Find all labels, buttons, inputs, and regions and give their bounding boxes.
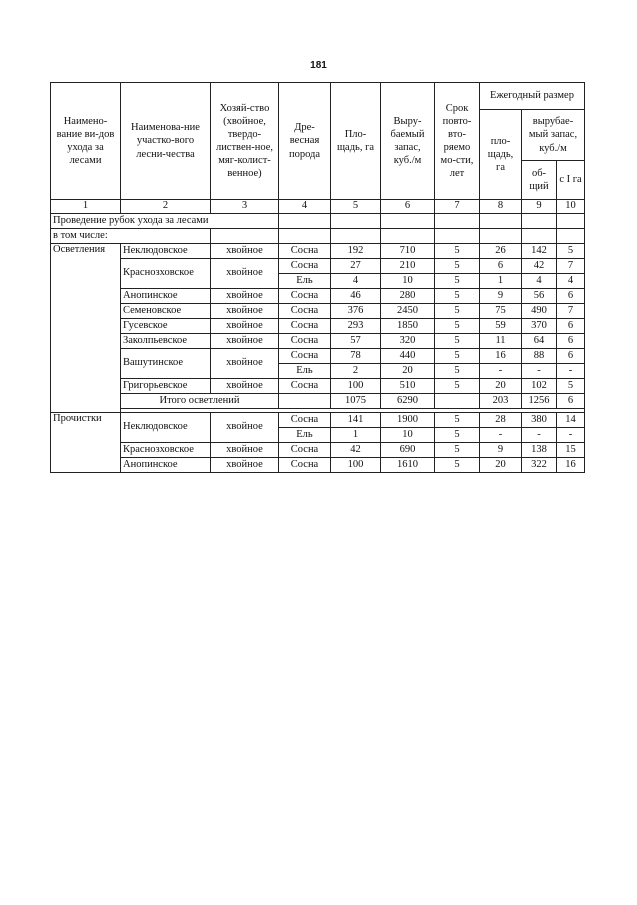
- col-num: 2: [121, 200, 211, 214]
- volume-cell: 690: [381, 443, 435, 458]
- farm-cell: хвойное: [211, 289, 279, 304]
- period-cell: 5: [435, 413, 480, 428]
- farm-cell: хвойное: [211, 319, 279, 334]
- annual-area-cell: 1: [480, 274, 522, 289]
- forestry-cell: Неклюдовское: [121, 244, 211, 259]
- empty-cell: [279, 229, 331, 244]
- volume-cell: 440: [381, 349, 435, 364]
- farm-cell: хвойное: [211, 443, 279, 458]
- volume-cell: 280: [381, 289, 435, 304]
- annual-total-cell: 490: [522, 304, 557, 319]
- empty-cell: [522, 229, 557, 244]
- col-num: 1: [51, 200, 121, 214]
- species-cell: Сосна: [279, 289, 331, 304]
- area-cell: 192: [331, 244, 381, 259]
- col-num: 5: [331, 200, 381, 214]
- annual-total-cell: 370: [522, 319, 557, 334]
- annual-class-cell: 6: [557, 319, 585, 334]
- volume-cell: 1610: [381, 458, 435, 473]
- header-farm: Хозяй-ство (хвойное, твердо-листвен-ное, мяг-колист-венное): [211, 83, 279, 200]
- period-cell: 5: [435, 349, 480, 364]
- period-cell: 5: [435, 458, 480, 473]
- forestry-cell: Анопинское: [121, 458, 211, 473]
- annual-area-cell: 11: [480, 334, 522, 349]
- header-row-1: [51, 83, 585, 110]
- annual-total-cell: 64: [522, 334, 557, 349]
- period-cell: 5: [435, 364, 480, 379]
- volume-cell: 10: [381, 274, 435, 289]
- col-num: 3: [211, 200, 279, 214]
- volume-cell: 1850: [381, 319, 435, 334]
- table-row: [51, 319, 585, 334]
- farm-cell: хвойное: [211, 304, 279, 319]
- section-title-row: [51, 214, 585, 229]
- period-cell: 5: [435, 319, 480, 334]
- species-cell: Сосна: [279, 334, 331, 349]
- forestry-cell: Вашутинское: [121, 349, 211, 379]
- species-cell: Сосна: [279, 349, 331, 364]
- area-cell: 100: [331, 458, 381, 473]
- care-type-cell: Осветления: [51, 244, 121, 413]
- col-num: 7: [435, 200, 480, 214]
- area-cell: 57: [331, 334, 381, 349]
- period-cell: 5: [435, 304, 480, 319]
- area-cell: 376: [331, 304, 381, 319]
- volume-cell: 320: [381, 334, 435, 349]
- species-cell: Ель: [279, 428, 331, 443]
- annual-class-cell: 5: [557, 244, 585, 259]
- col-num: 8: [480, 200, 522, 214]
- forestry-cell: Краснозховское: [121, 259, 211, 289]
- forestry-cell: Гусевское: [121, 319, 211, 334]
- annual-area-cell: -: [480, 428, 522, 443]
- volume-cell: 710: [381, 244, 435, 259]
- area-cell: 4: [331, 274, 381, 289]
- annual-area-cell: 59: [480, 319, 522, 334]
- species-cell: Сосна: [279, 304, 331, 319]
- period-cell: 5: [435, 379, 480, 394]
- table-row: [51, 304, 585, 319]
- annual-total-cell: 56: [522, 289, 557, 304]
- empty-cell: [557, 229, 585, 244]
- forest-care-table: [50, 82, 585, 473]
- table-row: [51, 349, 585, 364]
- annual-area-cell: -: [480, 364, 522, 379]
- empty-cell: [331, 214, 381, 229]
- table-row: [51, 259, 585, 274]
- farm-cell: хвойное: [211, 349, 279, 379]
- col-num: 6: [381, 200, 435, 214]
- species-cell: Сосна: [279, 413, 331, 428]
- area-cell: 78: [331, 349, 381, 364]
- species-cell: Сосна: [279, 319, 331, 334]
- annual-area-cell: 20: [480, 458, 522, 473]
- header-annual-class1: с I га: [557, 161, 585, 200]
- empty-cell: [279, 214, 331, 229]
- period-cell: 5: [435, 443, 480, 458]
- annual-total-cell: 102: [522, 379, 557, 394]
- area-cell: 27: [331, 259, 381, 274]
- period-cell: 5: [435, 244, 480, 259]
- volume-cell: 2450: [381, 304, 435, 319]
- header-annual-volume: вырубае-мый запас, куб./м: [522, 110, 585, 161]
- area-cell: 42: [331, 443, 381, 458]
- annual-area-cell: 75: [480, 304, 522, 319]
- annual-area-cell: 9: [480, 289, 522, 304]
- area-cell: 141: [331, 413, 381, 428]
- header-annual: Ежегодный размер: [480, 83, 585, 110]
- annual-area-cell: 16: [480, 349, 522, 364]
- annual-total-cell: 142: [522, 244, 557, 259]
- total-annual-area-cell: 203: [480, 394, 522, 409]
- species-cell: Сосна: [279, 458, 331, 473]
- annual-total-cell: 4: [522, 274, 557, 289]
- annual-total-cell: 88: [522, 349, 557, 364]
- header-care-type: Наимено-вание ви-дов ухода за лесами: [51, 83, 121, 200]
- empty-cell: [381, 229, 435, 244]
- forestry-cell: Заколпьевское: [121, 334, 211, 349]
- column-numbers-row: [51, 200, 585, 214]
- annual-class-cell: 7: [557, 304, 585, 319]
- forestry-cell: Анопинское: [121, 289, 211, 304]
- header-period: Срок повто-вто-ряемо мо-сти, лет: [435, 83, 480, 200]
- species-cell: Ель: [279, 274, 331, 289]
- section-title: Проведение рубок ухода за лесами: [51, 214, 279, 229]
- table-row: [51, 413, 585, 428]
- annual-area-cell: 9: [480, 443, 522, 458]
- total-annual-total-cell: 1256: [522, 394, 557, 409]
- area-cell: 100: [331, 379, 381, 394]
- col-num: 4: [279, 200, 331, 214]
- farm-cell: хвойное: [211, 413, 279, 443]
- annual-class-cell: 6: [557, 349, 585, 364]
- including-label: в том числе:: [51, 229, 211, 244]
- header-volume: Выру-баемый запас, куб./м: [381, 83, 435, 200]
- annual-class-cell: 7: [557, 259, 585, 274]
- annual-area-cell: 20: [480, 379, 522, 394]
- annual-class-cell: 6: [557, 334, 585, 349]
- annual-class-cell: -: [557, 428, 585, 443]
- annual-class-cell: 5: [557, 379, 585, 394]
- species-cell: Сосна: [279, 443, 331, 458]
- table-row: [51, 379, 585, 394]
- total-row: [51, 394, 585, 409]
- forestry-cell: Краснозховское: [121, 443, 211, 458]
- period-cell: 5: [435, 274, 480, 289]
- farm-cell: хвойное: [211, 334, 279, 349]
- care-type-cell: Прочистки: [51, 413, 121, 473]
- area-cell: 293: [331, 319, 381, 334]
- farm-cell: хвойное: [211, 259, 279, 289]
- forestry-cell: Неклюдовское: [121, 413, 211, 443]
- empty-cell: [480, 214, 522, 229]
- header-species: Дре-весная порода: [279, 83, 331, 200]
- col-num: 9: [522, 200, 557, 214]
- area-cell: 1: [331, 428, 381, 443]
- page-number: 181: [310, 60, 327, 71]
- annual-total-cell: 322: [522, 458, 557, 473]
- annual-total-cell: 380: [522, 413, 557, 428]
- empty-cell: [435, 214, 480, 229]
- volume-cell: 210: [381, 259, 435, 274]
- table-row: [51, 334, 585, 349]
- annual-total-cell: 42: [522, 259, 557, 274]
- empty-cell: [557, 214, 585, 229]
- table-row: [51, 458, 585, 473]
- empty-cell: [522, 214, 557, 229]
- farm-cell: хвойное: [211, 244, 279, 259]
- annual-total-cell: -: [522, 364, 557, 379]
- annual-area-cell: 6: [480, 259, 522, 274]
- volume-cell: 20: [381, 364, 435, 379]
- annual-area-cell: 28: [480, 413, 522, 428]
- area-cell: 46: [331, 289, 381, 304]
- table-row: [51, 244, 585, 259]
- volume-cell: 510: [381, 379, 435, 394]
- table-row: [51, 289, 585, 304]
- empty-cell: [435, 394, 480, 409]
- period-cell: 5: [435, 428, 480, 443]
- area-cell: 2: [331, 364, 381, 379]
- annual-class-cell: -: [557, 364, 585, 379]
- empty-cell: [211, 229, 279, 244]
- header-annual-total: об-щий: [522, 161, 557, 200]
- including-row: [51, 229, 585, 244]
- table-row: [51, 443, 585, 458]
- volume-cell: 1900: [381, 413, 435, 428]
- farm-cell: хвойное: [211, 379, 279, 394]
- forestry-cell: Григорьевское: [121, 379, 211, 394]
- empty-cell: [480, 229, 522, 244]
- annual-total-cell: 138: [522, 443, 557, 458]
- species-cell: Ель: [279, 364, 331, 379]
- annual-class-cell: 15: [557, 443, 585, 458]
- header-forestry: Наименова-ние участко-вого лесни-чества: [121, 83, 211, 200]
- empty-cell: [331, 229, 381, 244]
- empty-cell: [381, 214, 435, 229]
- total-annual-class-cell: 6: [557, 394, 585, 409]
- empty-cell: [435, 229, 480, 244]
- farm-cell: хвойное: [211, 458, 279, 473]
- species-cell: Сосна: [279, 244, 331, 259]
- empty-cell: [279, 394, 331, 409]
- volume-cell: 10: [381, 428, 435, 443]
- annual-class-cell: 16: [557, 458, 585, 473]
- species-cell: Сосна: [279, 379, 331, 394]
- annual-area-cell: 26: [480, 244, 522, 259]
- annual-total-cell: -: [522, 428, 557, 443]
- annual-class-cell: 4: [557, 274, 585, 289]
- total-volume-cell: 6290: [381, 394, 435, 409]
- header-area: Пло-щадь, га: [331, 83, 381, 200]
- col-num: 10: [557, 200, 585, 214]
- period-cell: 5: [435, 334, 480, 349]
- forestry-cell: Семеновское: [121, 304, 211, 319]
- annual-class-cell: 6: [557, 289, 585, 304]
- total-label: Итого осветлений: [121, 394, 279, 409]
- species-cell: Сосна: [279, 259, 331, 274]
- annual-class-cell: 14: [557, 413, 585, 428]
- period-cell: 5: [435, 259, 480, 274]
- total-area-cell: 1075: [331, 394, 381, 409]
- header-annual-area: пло-щадь, га: [480, 110, 522, 200]
- period-cell: 5: [435, 289, 480, 304]
